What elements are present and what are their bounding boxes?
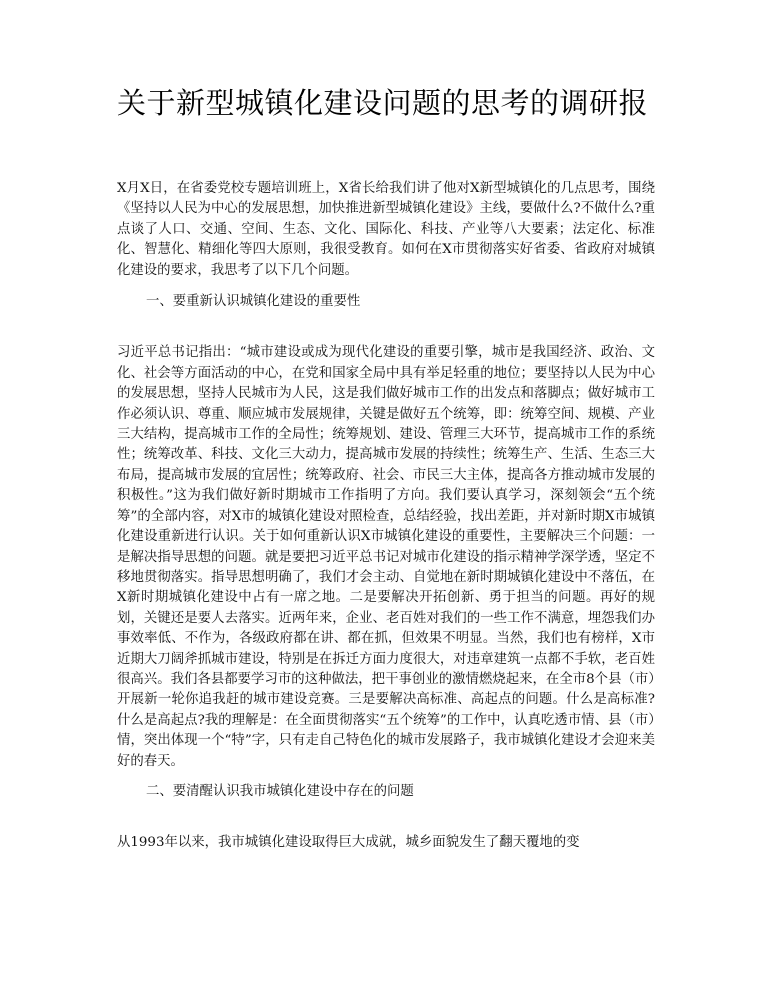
- section-1-paragraph: 习近平总书记指出：“城市建设或成为现代化建设的重要引擎，城市是我国经济、政治、文化、社会等方面活动的中心，在党和国家全局中具有举足轻重的地位；要坚持以人民为中心的发展思想，坚持人民城市为人民，这是我们做好城市工作的出发点和落脚点；做好城市工作必须认识、尊重、顺应城市发展规律，关键是做好五个统筹，即：统筹空间、规模、产业三大结构，提高城市工作的全局性；统筹规划、建设、管理三大环节，提高城市工作的系统性；统筹改革、科技、文化三大动力，提高城市发展的持续性；统筹生产、生活、生态三大布局，提高城市发展的宜居性；统筹政府、社会、市民三大主体，提高各方推动城市发展的积极性。”这为我们做好新时期城市工作指明了方向。我们要认真学习，深刻领会“五个统筹”的全部内容，对X市的城镇化建设对照检查，总结经验，找出差距，并对新时期X市城镇化建设重新进行认识。关于如何重新认识X市城镇化建设的重要性，主要解决三个问题：一是解决指导思想的问题。就是要把习近平总书记对城市化建设的指示精神学深学透，坚定不移地贯彻落实。指导思想明确了，我们才会主动、自觉地在新时期城镇化建设中不落伍，在X新时期城镇化建设中占有一席之地。二是要解决开拓创新、勇于担当的问题。再好的规划，关键还是要人去落实。近两年来，企业、老百姓对我们的一些工作不满意，埋怨我们办事效率低、不作为，各级政府都在讲、都在抓，但效果不明显。当然，我们也有榜样，X市近期大刀阔斧抓城市建设，特别是在拆迁方面力度很大，对违章建筑一点都不手软，老百姓很高兴。我们各县都要学习市的这种做法，把干事创业的激情燃烧起来，在全市8个县（市）开展新一轮你追我赶的城市建设竞赛。三是要解决高标准、高起点的问题。什么是高标准?什么是高起点?我的理解是：在全面贯彻落实“五个统筹”的工作中，认真吃透市情、县（市）情，突出体现一个“特”字，只有走自己特色化的城市发展路子，我市城镇化建设才会迎来美好的春天。: [117, 345, 655, 769]
- document-title: 关于新型城镇化建设问题的思考的调研报: [117, 86, 649, 120]
- section-2-heading: 二、要清醒认识我市城镇化建设中存在的问题: [146, 783, 414, 799]
- intro-paragraph: X月X日，在省委党校专题培训班上，X省长给我们讲了他对X新型城镇化的几点思考，围绕《坚持以人民为中心的发展思想，加快推进新型城镇化建设》主线，要做什么?不做什么?重点谈了人口、交通、空间、生态、文化、国际化、科技、产业等八大要素；法定化、标准化、智慧化、精细化等四大原则，我很受教育。如何在X市贯彻落实好省委、省政府对城镇化建设的要求，我思考了以下几个问题。: [117, 181, 655, 278]
- section-1-heading: 一、要重新认识城镇化建设的重要性: [146, 294, 361, 310]
- section-2-paragraph: 从1993年以来，我市城镇化建设取得巨大成就，城乡面貌发生了翻天覆地的变: [117, 835, 580, 851]
- document-page: [117, 84, 655, 854]
